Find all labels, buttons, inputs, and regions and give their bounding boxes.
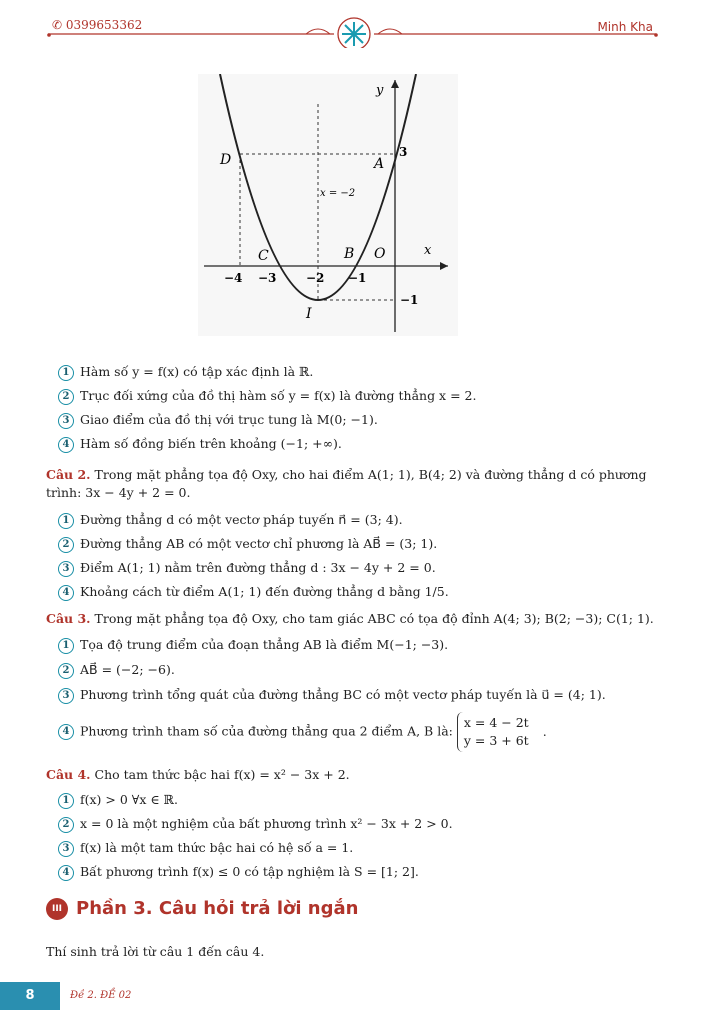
header-phone: ✆ 0399653362 (52, 18, 143, 32)
svg-text:−4: −4 (224, 271, 243, 285)
q1-item-4[interactable]: 4 Hàm số đồng biến trên khoảng (−1; +∞). (58, 436, 342, 453)
label-I: I (306, 306, 312, 322)
q4-item-2[interactable]: 2 x = 0 là một nghiệm của bất phương trình x² − 3x + 2 > 0. (58, 816, 453, 833)
label-x: x (424, 243, 432, 258)
q3-item-2[interactable]: 2 AB⃗ = (−2; −6). (58, 662, 175, 679)
q4-item-3[interactable]: 3 f(x) là một tam thức bậc hai có hệ số a = 1. (58, 840, 353, 857)
q4-item-4[interactable]: 4 Bất phương trình f(x) ≤ 0 có tập nghiệm là S = [1; 2]. (58, 864, 419, 881)
label-A: A (374, 156, 385, 172)
page-number: 8 (0, 982, 60, 1010)
question-2: Câu 2. Trong mặt phẳng tọa độ Oxy, cho hai điểm A(1; 1), B(4; 2) và đường thẳng d có phương trình: 3x − 4y + 2 = 0. (46, 467, 647, 500)
svg-text:−1: −1 (400, 293, 419, 307)
svg-text:−2: −2 (306, 271, 325, 285)
question-4: Câu 4. Cho tam thức bậc hai f(x) = x² − 3x + 2. (46, 767, 350, 782)
svg-text:−1: −1 (348, 271, 367, 285)
label-y: y (376, 83, 384, 98)
parametric-system: x = 4 − 2t y = 3 + 6t (457, 712, 529, 752)
parabola-graph (198, 74, 458, 336)
q2-item-4[interactable]: 4 Khoảng cách từ điểm A(1; 1) đến đường thẳng d bằng 1/5. (58, 584, 449, 601)
q1-item-2[interactable]: 2 Trục đối xứng của đồ thị hàm số y = f(x) là đường thẳng x = 2. (58, 388, 476, 405)
phone-icon: ✆ (52, 18, 66, 32)
q3-item-1[interactable]: 1 Tọa độ trung điểm của đoạn thẳng AB là điểm M(−1; −3). (58, 637, 448, 654)
svg-text:−3: −3 (258, 271, 277, 285)
q3-item-3[interactable]: 3 Phương trình tổng quát của đường thẳng BC có một vectơ pháp tuyến là u⃗ = (4; 1). (58, 687, 606, 704)
header-author: Minh Kha (597, 20, 653, 34)
svg-text:3: 3 (399, 145, 408, 159)
label-O: O (374, 246, 386, 262)
q2-item-2[interactable]: 2 Đường thẳng AB có một vectơ chỉ phương là AB⃗ = (3; 1). (58, 536, 437, 553)
question-3: Câu 3. Trong mặt phẳng tọa độ Oxy, cho tam giác ABC có tọa độ đỉnh A(4; 3); B(2; −3); C(1; 1). (46, 611, 654, 626)
label-C: C (258, 248, 269, 264)
section-badge: III (46, 898, 68, 920)
label-axis-eq: x = −2 (320, 188, 356, 199)
q4-item-1[interactable]: 1 f(x) > 0 ∀x ∈ ℝ. (58, 792, 178, 809)
q1-item-3[interactable]: 3 Giao điểm của đồ thị với trục tung là M(0; −1). (58, 412, 378, 429)
q3-item-4[interactable]: 4 Phương trình tham số của đường thẳng qua 2 điểm A, B là:x = 4 − 2t y = 3 + 6t. (58, 712, 547, 752)
q2-item-1[interactable]: 1 Đường thẳng d có một vectơ pháp tuyến n⃗ = (3; 4). (58, 512, 403, 529)
q2-item-3[interactable]: 3 Điểm A(1; 1) nằm trên đường thẳng d : 3x − 4y + 2 = 0. (58, 560, 436, 577)
section-intro: Thí sinh trả lời từ câu 1 đến câu 4. (46, 944, 265, 959)
header-ornament (44, 12, 664, 48)
footer-text: Đề 2. ĐỀ 02 (70, 990, 132, 1001)
label-D: D (220, 152, 232, 168)
label-B: B (344, 246, 355, 262)
section-title: III Phần 3. Câu hỏi trả lời ngắn (46, 898, 358, 920)
q1-item-1[interactable]: 1 Hàm số y = f(x) có tập xác định là ℝ. (58, 364, 313, 381)
